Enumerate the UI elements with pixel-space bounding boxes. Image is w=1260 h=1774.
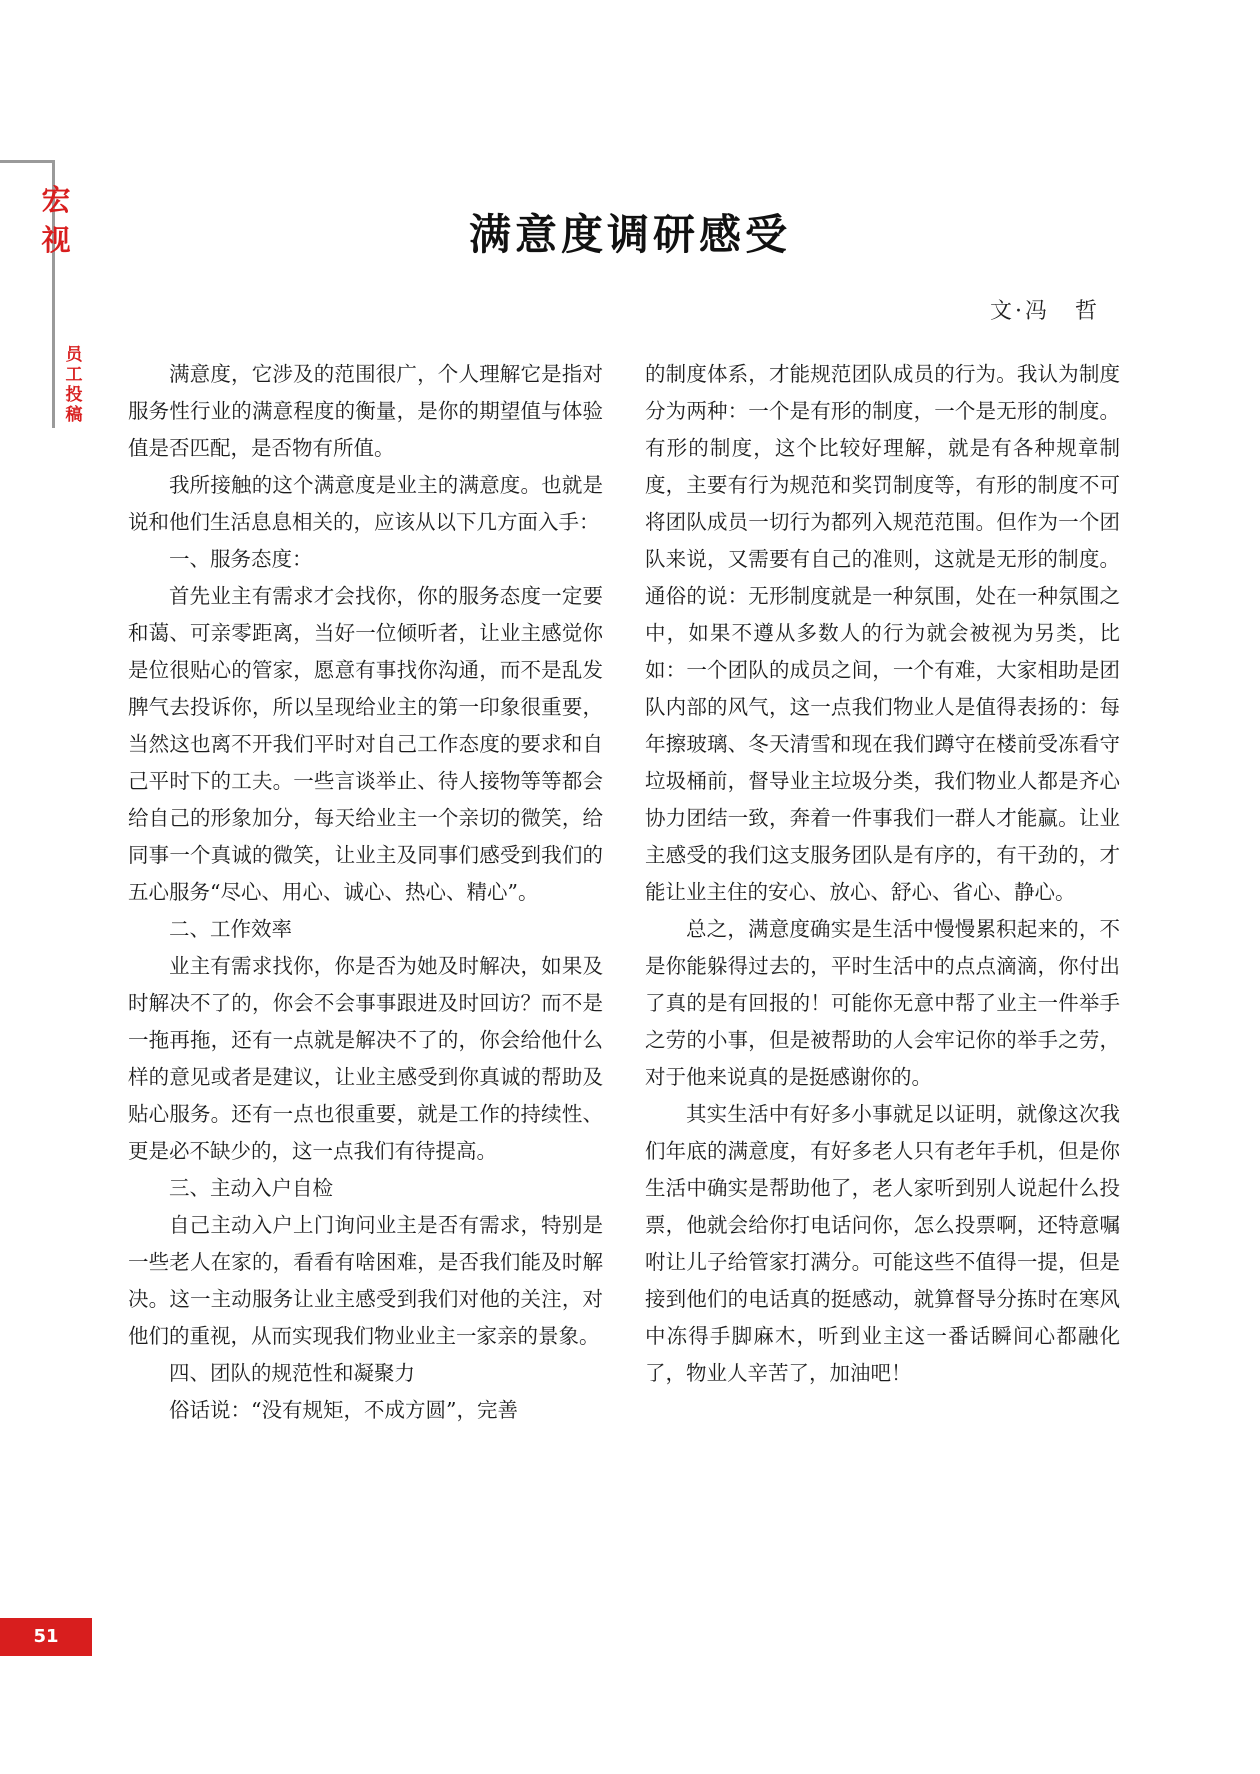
- paragraph: 总之，满意度确实是生活中慢慢累积起来的，不是你能躲得过去的，平时生活中的点点滴滴，你付出了真的是有回报的！可能你无意中帮了业主一件举手之劳的小事，但是被帮助的人会牢记你的举手之劳，对于他来说真的是挺感谢你的。: [645, 917, 1120, 1089]
- paragraph-continuation: 的制度体系，才能规范团队成员的行为。我认为制度分为两种：一个是有形的制度，一个是无形的制度。有形的制度，这个比较好理解，就是有各种规章制度，主要有行为规范和奖罚制度等，有形的制度不可将团队成员一切行为都列入规范范围。但作为一个团队来说，又需要有自己的准则，这就是无形的制度。通俗的说：无形制度就是一种氛围，处在一种氛围之中，如果不遵从多数人的行为就会被视为另类，比如：一个团队的成员之间，一个有难，大家相助是团队内部的风气，这一点我们物业人是值得表扬的：每年擦玻璃、冬天清雪和现在我们蹲守在楼前受冻看守垃圾桶前，督导业主垃圾分类，我们物业人都是齐心协力团结一致，奔着一件事我们一群人才能赢。让业主感受的我们这支服务团队是有序的，有干劲的，才能让业主住的安心、放心、舒心、省心、静心。: [645, 362, 1120, 904]
- article-column-left: [128, 356, 603, 1429]
- article-column-right: [645, 356, 1120, 1392]
- article-byline: 文·冯 哲: [990, 299, 1100, 324]
- section-heading: 二、工作效率: [169, 917, 292, 941]
- paragraph: 其实生活中有好多小事就足以证明，就像这次我们年底的满意度，有好多老人只有老年手机，但是你生活中确实是帮助他了，老人家听到别人说起什么投票，他就会给你打电话问你，怎么投票啊，还特意嘱咐让儿子给管家打满分。可能这些不值得一提，但是接到他们的电话真的挺感动，就算督导分拣时在寒风中冻得手脚麻木，听到业主这一番话瞬间心都融化了，物业人辛苦了，加油吧！: [645, 1102, 1120, 1385]
- article-title: 满意度调研感受: [468, 210, 791, 259]
- section-subtitle: 员工投稿: [65, 345, 83, 425]
- paragraph: 自己主动入户上门询问业主是否有需求，特别是一些老人在家的，看看有啥困难，是否我们能及时解决。这一主动服务让业主感受到我们对他的关注，对他们的重视，从而实现我们物业业主一家亲的景象。: [128, 1213, 603, 1348]
- paragraph: 业主有需求找你，你是否为她及时解决，如果及时解决不了的，你会不会事事跟进及时回访？而不是一拖再拖，还有一点就是解决不了的，你会给他什么样的意见或者是建议，让业主感受到你真诚的帮助及贴心服务。还有一点也很重要，就是工作的持续性、更是必不缺少的，这一点我们有待提高。: [128, 954, 603, 1163]
- paragraph: 俗话说：“没有规矩，不成方圆”，完善: [169, 1398, 518, 1422]
- page-number: 51: [0, 1618, 92, 1656]
- paragraph: 我所接触的这个满意度是业主的满意度。也就是说和他们生活息息相关的，应该从以下几方面入手：: [128, 473, 603, 534]
- paragraph: 满意度，它涉及的范围很广，个人理解它是指对服务性行业的满意程度的衡量，是你的期望值与体验值是否匹配，是否物有所值。: [128, 362, 603, 460]
- section-heading: 四、团队的规范性和凝聚力: [169, 1361, 415, 1385]
- section-name: 宏视: [41, 183, 71, 257]
- section-heading: 一、服务态度：: [169, 547, 313, 571]
- paragraph: 首先业主有需求才会找你，你的服务态度一定要和蔼、可亲零距离，当好一位倾听者，让业主感觉你是位很贴心的管家，愿意有事找你沟通，而不是乱发脾气去投诉你，所以呈现给业主的第一印象很重要，当然这也离不开我们平时对自己工作态度的要求和自己平时下的工夫。一些言谈举止、待人接物等等都会给自己的形象加分，每天给业主一个亲切的微笑，给同事一个真诚的微笑，让业主及同事们感受到我们的五心服务“尽心、用心、诚心、热心、精心”。: [128, 584, 603, 904]
- section-heading: 三、主动入户自检: [169, 1176, 333, 1200]
